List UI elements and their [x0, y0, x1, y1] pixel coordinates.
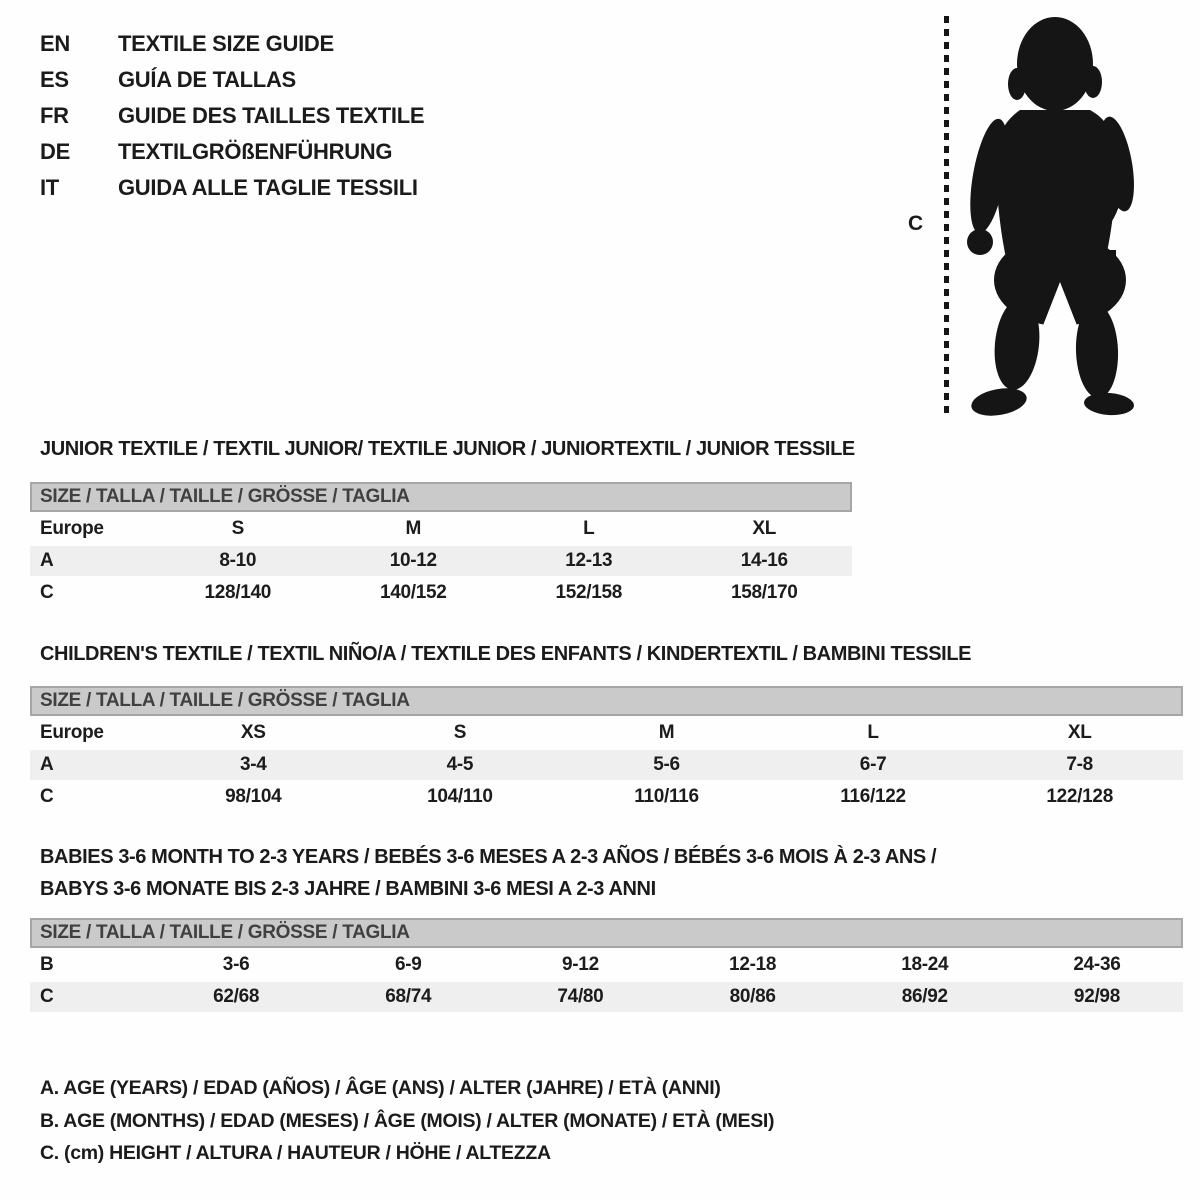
- language-code: FR: [40, 103, 69, 128]
- table-cell: XL: [1067, 722, 1092, 743]
- table-cell: 110/116: [634, 786, 699, 807]
- table-cell: 152/158: [555, 582, 623, 603]
- row-label: Europe: [40, 518, 104, 539]
- language-row: [40, 62, 424, 98]
- table-cell: 140/152: [379, 582, 447, 603]
- language-title-list: [40, 26, 424, 206]
- table-cell: 9-12: [562, 954, 599, 975]
- table-row: [30, 514, 852, 544]
- measurement-legend: [40, 1072, 774, 1170]
- legend-line-c: C. (cm) HEIGHT / ALTURA / HAUTEUR / HÖHE / ALTEZZA: [40, 1142, 551, 1164]
- language-row: [40, 170, 424, 206]
- table-row: [30, 982, 1183, 1012]
- table-cell: 4-5: [446, 754, 474, 775]
- section-title-line: BABYS 3-6 MONATE BIS 2-3 JAHRE / BAMBINI 3-6 MESI A 2-3 ANNI: [40, 878, 656, 900]
- table-cell: 7-8: [1066, 754, 1093, 775]
- table-cell: 18-24: [901, 954, 949, 975]
- table-cell: 62/68: [213, 986, 260, 1007]
- table-cell: 68/74: [385, 986, 432, 1007]
- table-row: [30, 750, 1183, 780]
- babies-size-table: [30, 918, 1183, 1014]
- table-cell: 8-10: [219, 550, 257, 571]
- table-row: [30, 578, 852, 608]
- row-label: Europe: [40, 722, 104, 743]
- table-row: [30, 782, 1183, 812]
- section-title-line: BABIES 3-6 MONTH TO 2-3 YEARS / BEBÉS 3-6 MESES A 2-3 AÑOS / BÉBÉS 3-6 MOIS À 2-3 ANS /: [40, 846, 937, 868]
- table-cell: 14-16: [740, 550, 788, 571]
- height-measure-dashed-line: [944, 16, 949, 414]
- row-label: C: [40, 582, 54, 603]
- language-code: EN: [40, 31, 70, 56]
- toddler-silhouette-icon: [958, 14, 1150, 418]
- section-title-babies: [40, 841, 936, 905]
- table-cell: L: [583, 518, 595, 539]
- table-cell: 24-36: [1073, 954, 1121, 975]
- row-label: A: [40, 550, 54, 571]
- size-header-bar: SIZE / TALLA / TAILLE / GRÖSSE / TAGLIA: [30, 686, 1183, 716]
- legend-line-b: B. AGE (MONTHS) / EDAD (MESES) / ÂGE (MOIS) / ALTER (MONATE) / ETÀ (MESI): [40, 1109, 775, 1132]
- table-cell: 104/110: [427, 786, 493, 807]
- language-code: ES: [40, 67, 69, 92]
- language-title: GUIDE DES TAILLES TEXTILE: [118, 103, 425, 128]
- language-title: TEXTILGRÖßENFÜHRUNG: [118, 139, 393, 164]
- table-cell: 6-9: [394, 954, 422, 975]
- children-size-table: [30, 686, 1183, 814]
- language-row: [40, 26, 424, 62]
- section-title-line: JUNIOR TEXTILE / TEXTIL JUNIOR/ TEXTILE JUNIOR / JUNIORTEXTIL / JUNIOR TESSILE: [40, 438, 855, 460]
- table-cell: 80/86: [729, 986, 776, 1007]
- table-cell: 3-6: [222, 954, 250, 975]
- table-cell: 12-13: [565, 550, 613, 571]
- table-cell: 116/122: [840, 786, 906, 807]
- row-label: C: [40, 786, 54, 807]
- size-header-bar: SIZE / TALLA / TAILLE / GRÖSSE / TAGLIA: [30, 918, 1183, 948]
- language-code: IT: [40, 175, 59, 200]
- table-cell: S: [453, 722, 467, 743]
- table-cell: 12-18: [729, 954, 777, 975]
- table-cell: M: [658, 722, 675, 743]
- table-row: [30, 546, 852, 576]
- section-title-line: CHILDREN'S TEXTILE / TEXTIL NIÑO/A / TEXTILE DES ENFANTS / KINDERTEXTIL / BAMBINI TESSILE: [40, 643, 972, 665]
- size-header-bar: SIZE / TALLA / TAILLE / GRÖSSE / TAGLIA: [30, 482, 852, 512]
- table-cell: XL: [752, 518, 777, 539]
- height-measure-label-c: C: [908, 212, 924, 235]
- table-cell: 74/80: [557, 986, 604, 1007]
- table-cell: 10-12: [389, 550, 437, 571]
- section-title-junior: [40, 433, 855, 465]
- table-cell: XS: [240, 722, 266, 743]
- table-cell: M: [405, 518, 422, 539]
- row-label: A: [40, 754, 54, 775]
- language-title: GUÍA DE TALLAS: [118, 67, 296, 92]
- table-cell: 86/92: [901, 986, 948, 1007]
- table-cell: L: [867, 722, 879, 743]
- table-row: [30, 950, 1183, 980]
- legend-line-a: A. AGE (YEARS) / EDAD (AÑOS) / ÂGE (ANS) / ALTER (JAHRE) / ETÀ (ANNI): [40, 1077, 721, 1099]
- table-cell: 158/170: [730, 582, 798, 603]
- row-label: C: [40, 986, 54, 1007]
- row-label: B: [40, 954, 54, 975]
- table-cell: 5-6: [653, 754, 680, 775]
- table-cell: 92/98: [1073, 986, 1120, 1007]
- table-cell: 128/140: [204, 582, 272, 603]
- table-row: [30, 718, 1183, 748]
- junior-size-table: [30, 482, 852, 610]
- table-cell: 122/128: [1046, 786, 1113, 807]
- table-cell: 3-4: [240, 754, 267, 775]
- language-code: DE: [40, 139, 70, 164]
- language-title: TEXTILE SIZE GUIDE: [118, 31, 334, 56]
- table-cell: 6-7: [859, 754, 887, 775]
- table-cell: S: [231, 518, 244, 539]
- language-title: GUIDA ALLE TAGLIE TESSILI: [118, 175, 418, 200]
- language-row: [40, 134, 424, 170]
- table-cell: 98/104: [225, 786, 282, 807]
- section-title-children: [40, 638, 971, 670]
- language-row: [40, 98, 424, 134]
